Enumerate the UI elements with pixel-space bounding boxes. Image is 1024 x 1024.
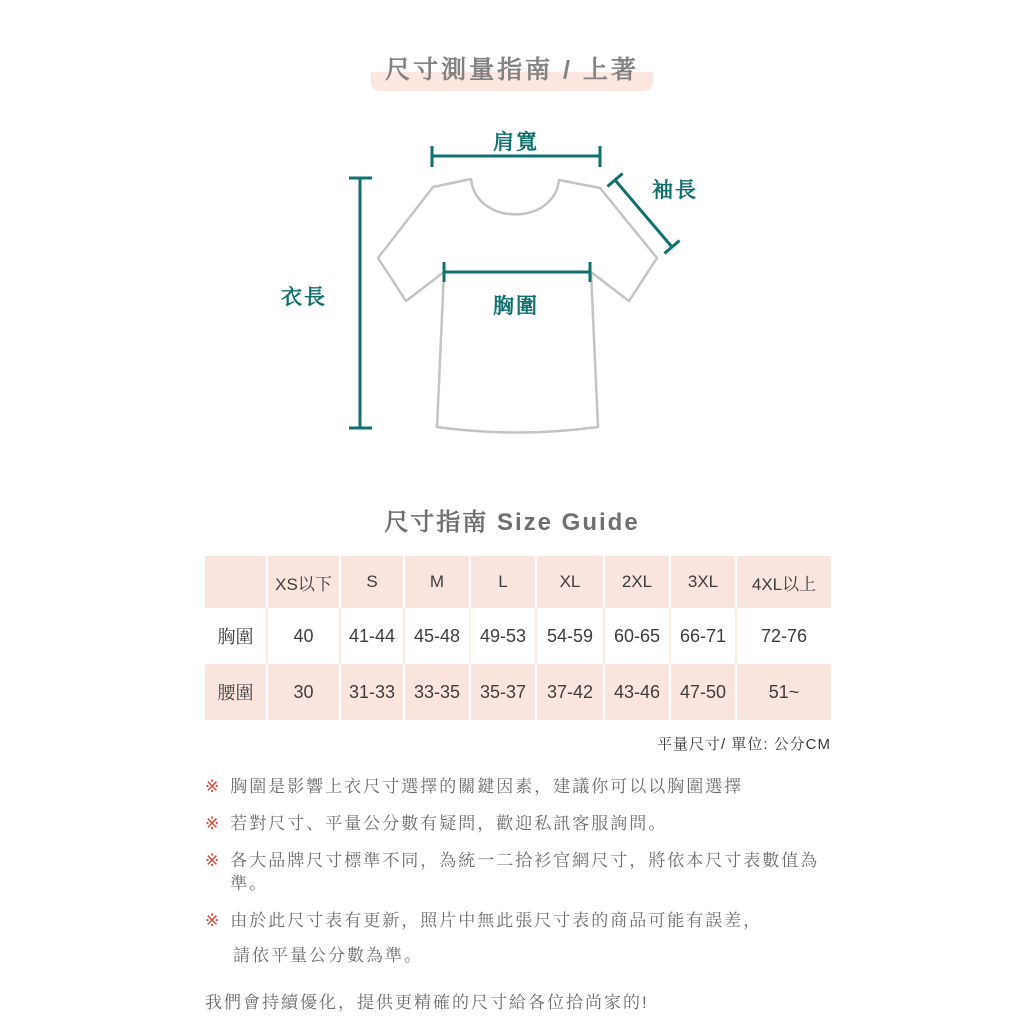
size-col-header-l: L bbox=[470, 556, 536, 608]
footnote-line bbox=[205, 909, 831, 933]
reference-mark-icon: ※ bbox=[205, 850, 222, 870]
sleeve-length-label: 袖長 bbox=[652, 179, 698, 202]
footnote-text: 各大品牌尺寸標準不同，為統一二拾衫官網尺寸，將依本尺寸表數值為準。 bbox=[230, 850, 820, 894]
size-col-header-m: M bbox=[404, 556, 470, 608]
chest-value-s: 41-44 bbox=[340, 608, 404, 664]
body-length-label: 衣長 bbox=[281, 286, 327, 309]
footnote-text: 若對尺寸、平量公分數有疑問，歡迎私訊客服詢問。 bbox=[230, 813, 668, 833]
size-col-header-xl: XL bbox=[536, 556, 604, 608]
tshirt-measurement-diagram bbox=[0, 100, 1024, 480]
page-title-row bbox=[0, 50, 1024, 91]
size-table-corner-cell bbox=[205, 556, 267, 608]
chest-label: 胸圍 bbox=[493, 295, 539, 318]
size-col-header-3xl: 3XL bbox=[670, 556, 736, 608]
footnote-line bbox=[205, 849, 831, 897]
size-col-header-xs: XS以下 bbox=[267, 556, 340, 608]
table-row-chest bbox=[205, 608, 831, 664]
row-label-chest: 胸圍 bbox=[205, 608, 267, 664]
waist-value-l: 35-37 bbox=[470, 664, 536, 720]
page-title: 尺寸測量指南 / 上著 bbox=[371, 50, 653, 91]
footnote-line bbox=[205, 775, 831, 799]
reference-mark-icon: ※ bbox=[205, 911, 222, 931]
chest-value-xl: 54-59 bbox=[536, 608, 604, 664]
chest-value-xs: 40 bbox=[267, 608, 340, 664]
size-table-header-row bbox=[205, 556, 831, 608]
chest-value-3xl: 66-71 bbox=[670, 608, 736, 664]
waist-value-m: 33-35 bbox=[404, 664, 470, 720]
size-guide-title: 尺寸指南 Size Guide bbox=[384, 509, 640, 536]
size-col-header-s: S bbox=[340, 556, 404, 608]
size-col-header-4xl: 4XL以上 bbox=[736, 556, 831, 608]
size-table bbox=[205, 556, 831, 720]
footnote-line bbox=[205, 812, 831, 836]
waist-value-s: 31-33 bbox=[340, 664, 404, 720]
chest-value-m: 45-48 bbox=[404, 608, 470, 664]
waist-value-xs: 30 bbox=[267, 664, 340, 720]
footnote-text: 胸圍是影響上衣尺寸選擇的關鍵因素，建議你可以以胸圍選擇 bbox=[230, 777, 744, 796]
reference-mark-icon: ※ bbox=[205, 813, 222, 833]
footnotes bbox=[205, 775, 831, 1015]
waist-value-2xl: 43-46 bbox=[604, 664, 670, 720]
footnote-text: 由於此尺寸表有更新，照片中無此張尺寸表的商品可能有誤差， bbox=[230, 911, 763, 931]
shoulder-width-label: 肩寬 bbox=[493, 131, 539, 154]
unit-note: 平量尺寸/ 單位: 公分CM bbox=[657, 736, 831, 753]
waist-value-3xl: 47-50 bbox=[670, 664, 736, 720]
footnote-continuation bbox=[205, 944, 831, 968]
chest-value-2xl: 60-65 bbox=[604, 608, 670, 664]
size-col-header-2xl: 2XL bbox=[604, 556, 670, 608]
chest-value-4xl: 72-76 bbox=[736, 608, 831, 664]
closing-note: 我們會持續優化，提供更精確的尺寸給各位拾尚家的! bbox=[205, 992, 649, 1012]
footnote-text: 請依平量公分數為準。 bbox=[233, 945, 423, 965]
table-row-waist bbox=[205, 664, 831, 720]
chest-value-l: 49-53 bbox=[470, 608, 536, 664]
size-guide-section bbox=[205, 556, 831, 1015]
body-length-measure-line bbox=[349, 178, 372, 428]
waist-value-xl: 37-42 bbox=[536, 664, 604, 720]
reference-mark-icon: ※ bbox=[205, 777, 222, 796]
row-label-waist: 腰圍 bbox=[205, 664, 267, 720]
waist-value-4xl: 51~ bbox=[736, 664, 831, 720]
